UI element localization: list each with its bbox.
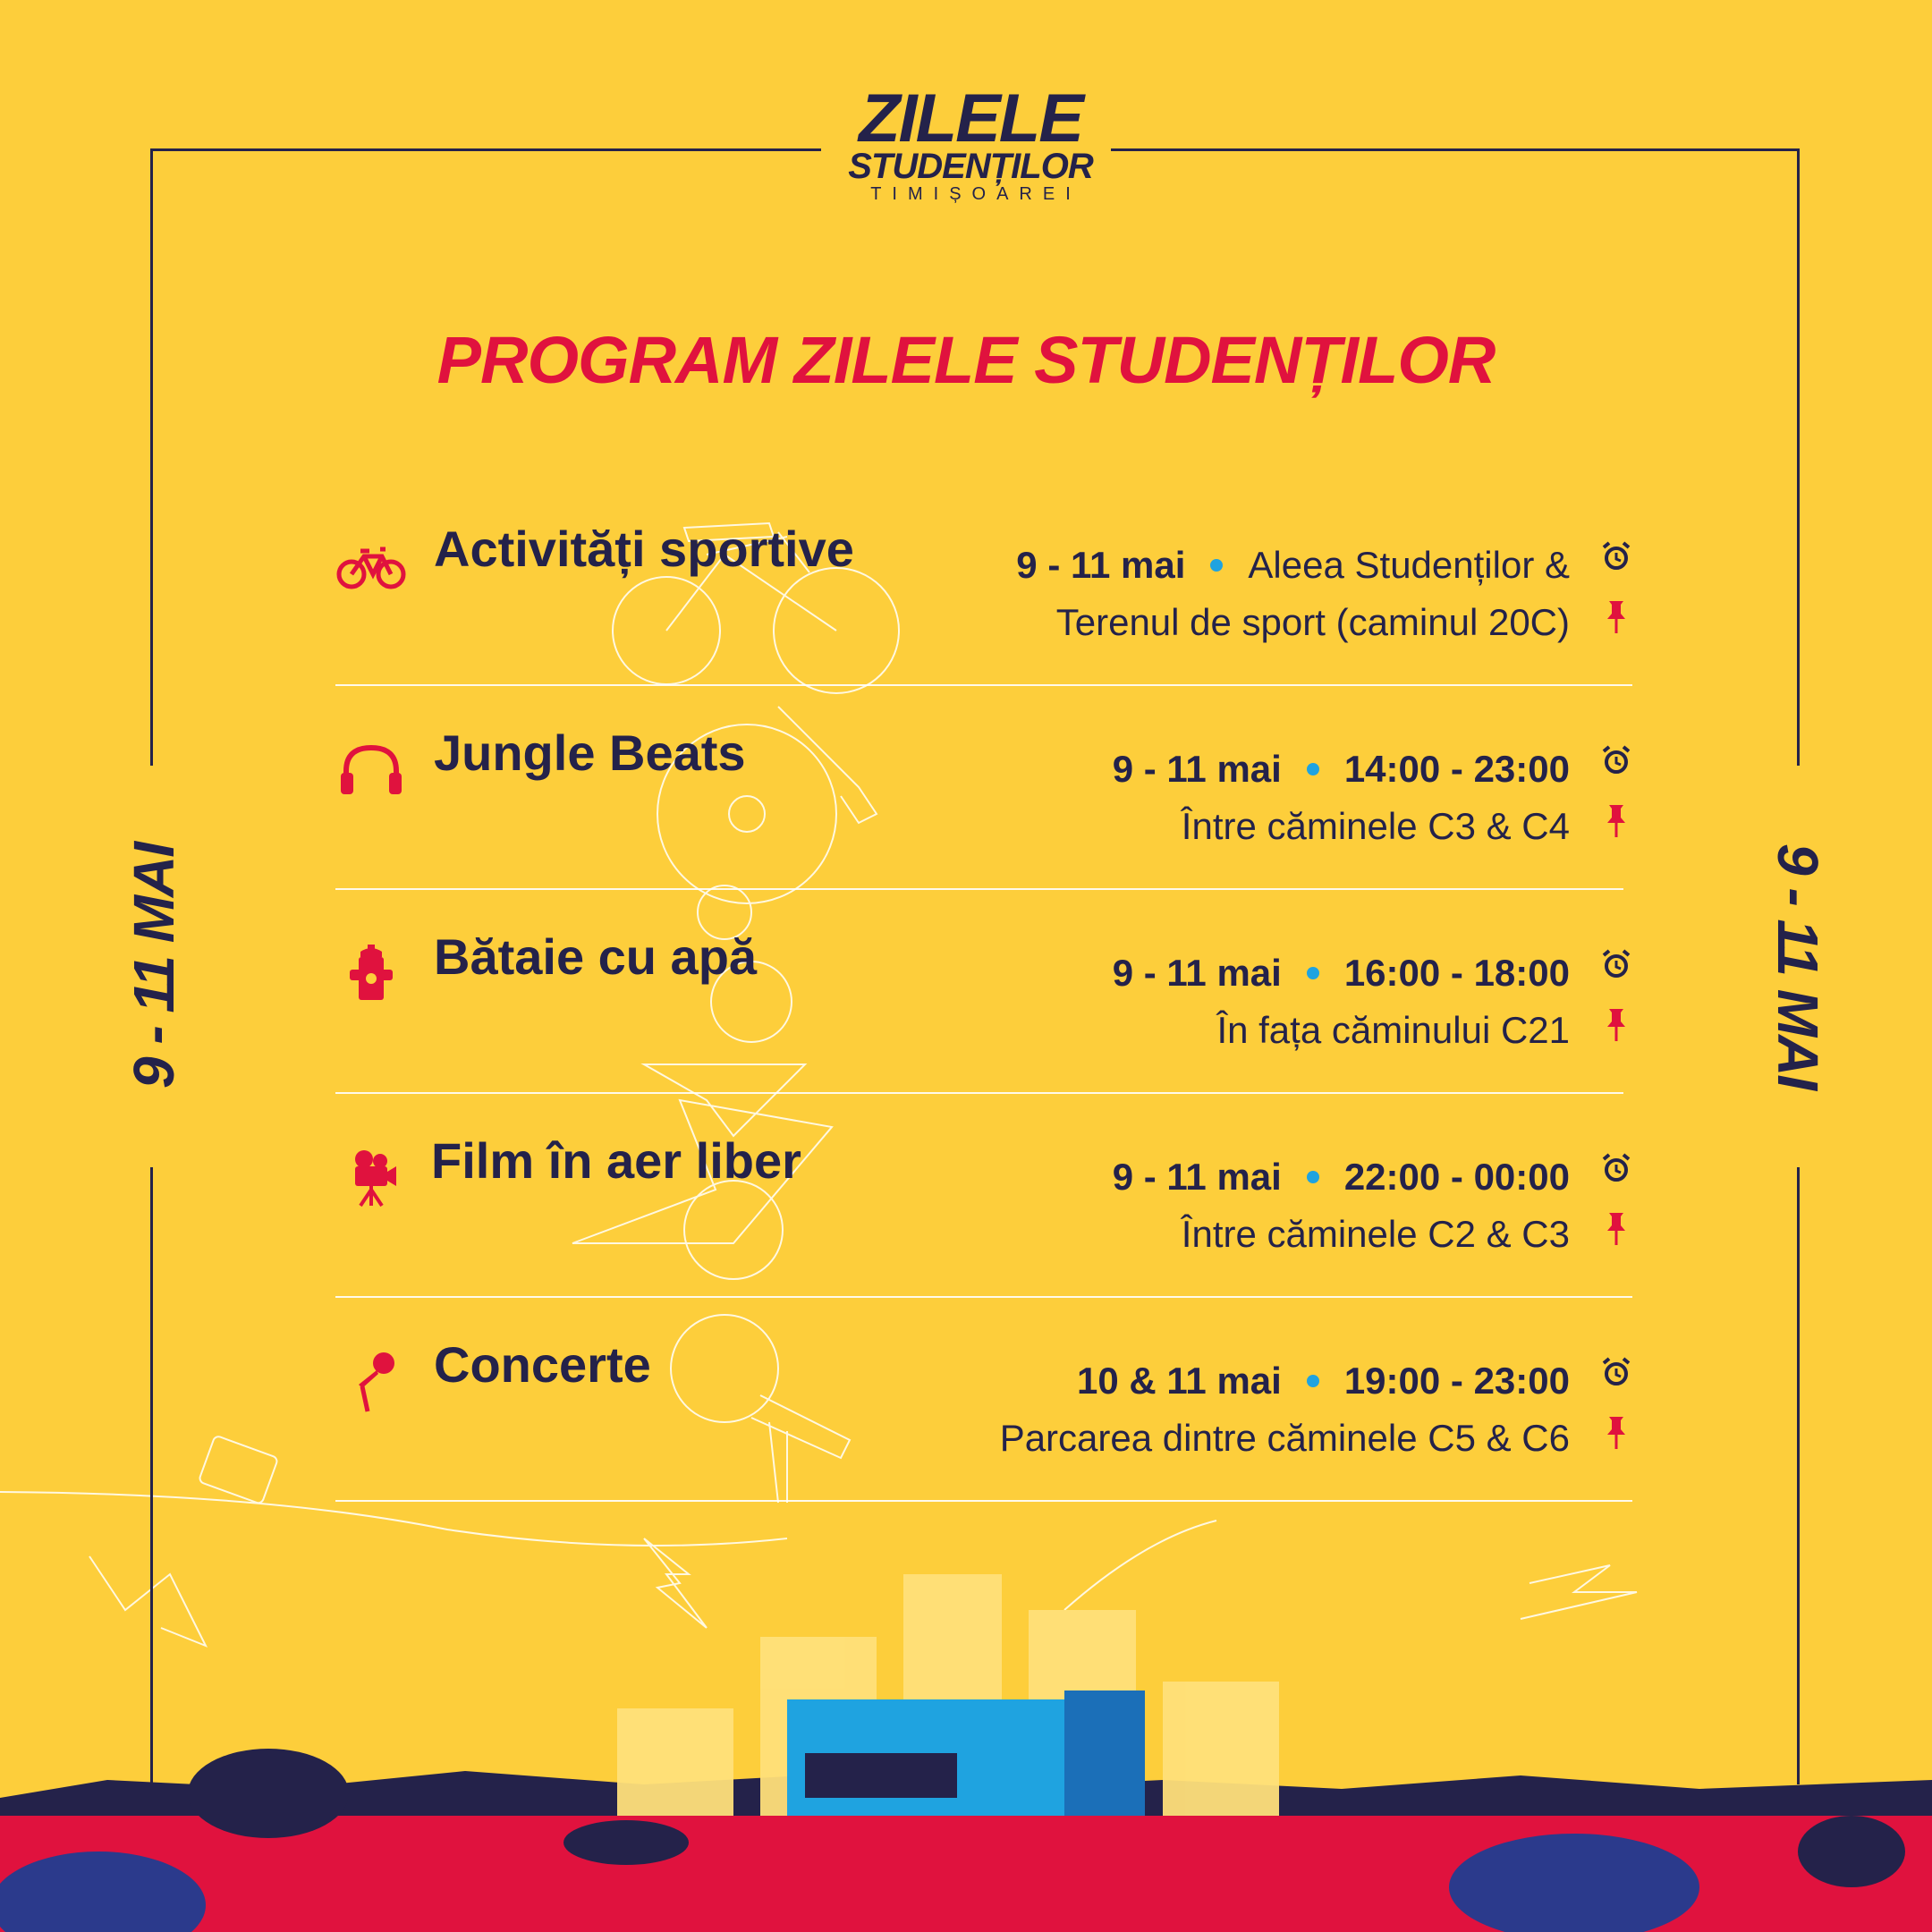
event-location: Parcarea dintre căminele C5 & C6 — [999, 1417, 1570, 1459]
frame-right-upper — [1797, 148, 1800, 766]
alarm-clock-icon — [1600, 1356, 1632, 1388]
event-location: În fața căminului C21 — [1216, 1009, 1570, 1051]
event-time: 14:00 - 23:00 — [1343, 748, 1570, 790]
event-details — [1113, 1148, 1570, 1263]
frame-top-left — [150, 148, 821, 151]
bicycle-icon — [335, 535, 407, 597]
event-title: Activități sportive — [434, 521, 854, 577]
event-details — [1016, 537, 1570, 651]
event-location: Terenul de sport (caminul 20C) — [1055, 601, 1570, 643]
page-title: PROGRAM ZILELE STUDENȚILOR — [436, 323, 1496, 397]
headphones-icon — [335, 739, 407, 801]
event-details — [1000, 1352, 1570, 1467]
row-divider — [335, 888, 1623, 890]
frame-top-right — [1111, 148, 1800, 151]
frame-left-lower — [150, 1167, 153, 1784]
microphone-icon — [335, 1351, 407, 1413]
separator-dot — [1307, 763, 1319, 775]
row-divider — [335, 1296, 1632, 1298]
alarm-clock-icon — [1600, 744, 1632, 776]
alarm-clock-icon — [1600, 540, 1632, 572]
side-label-right-text: 9 - 11 MAI — [1766, 843, 1830, 1089]
event-time: 19:00 - 23:00 — [1343, 1360, 1570, 1402]
event-time: 16:00 - 18:00 — [1343, 952, 1570, 994]
separator-dot — [1307, 1375, 1319, 1387]
separator-dot — [1210, 559, 1223, 572]
event-dates: 9 - 11 mai — [1016, 544, 1186, 586]
event-row — [335, 1336, 1632, 1540]
film-camera-icon — [335, 1147, 407, 1209]
push-pin-icon — [1600, 597, 1632, 635]
event-dates: 10 & 11 mai — [1077, 1360, 1282, 1402]
row-divider — [335, 1092, 1623, 1094]
event-title: Jungle Beats — [434, 724, 746, 781]
event-location: Între căminele C2 & C3 — [1181, 1213, 1570, 1255]
event-title: Bătaie cu apă — [434, 928, 758, 985]
row-divider — [335, 1500, 1632, 1502]
event-logo — [841, 80, 1100, 215]
event-row — [335, 928, 1632, 1132]
push-pin-icon — [1600, 1005, 1632, 1043]
event-title: Film în aer liber — [431, 1132, 801, 1189]
frame-right-lower — [1797, 1167, 1800, 1784]
event-location: Între căminele C3 & C4 — [1181, 805, 1570, 847]
event-row — [335, 724, 1632, 928]
alarm-clock-icon — [1600, 1152, 1632, 1184]
logo-line2: STUDENȚILOR — [848, 147, 1093, 186]
push-pin-icon — [1600, 801, 1632, 839]
event-time: 22:00 - 00:00 — [1343, 1156, 1570, 1198]
event-dates: 9 - 11 mai — [1112, 748, 1282, 790]
fire-hydrant-icon — [335, 943, 407, 1005]
event-dates: 9 - 11 mai — [1112, 1156, 1282, 1198]
frame-left-upper — [150, 148, 153, 766]
event-row — [335, 1132, 1632, 1336]
logo-line3: TIMIȘOAREI — [870, 184, 1081, 204]
push-pin-icon — [1600, 1209, 1632, 1247]
event-row — [335, 521, 1632, 724]
logo-line1: ZILELE — [859, 80, 1082, 157]
side-label-left-text: 9 - 11 MAI — [122, 843, 186, 1089]
separator-dot — [1307, 967, 1319, 979]
row-divider — [335, 684, 1632, 686]
event-details — [1113, 741, 1570, 855]
event-details — [1113, 945, 1570, 1059]
push-pin-icon — [1600, 1413, 1632, 1451]
separator-dot — [1307, 1171, 1319, 1183]
event-title: Concerte — [434, 1336, 651, 1393]
alarm-clock-icon — [1600, 948, 1632, 980]
event-time: Aleea Studenților & — [1248, 544, 1570, 586]
event-dates: 9 - 11 mai — [1112, 952, 1282, 994]
